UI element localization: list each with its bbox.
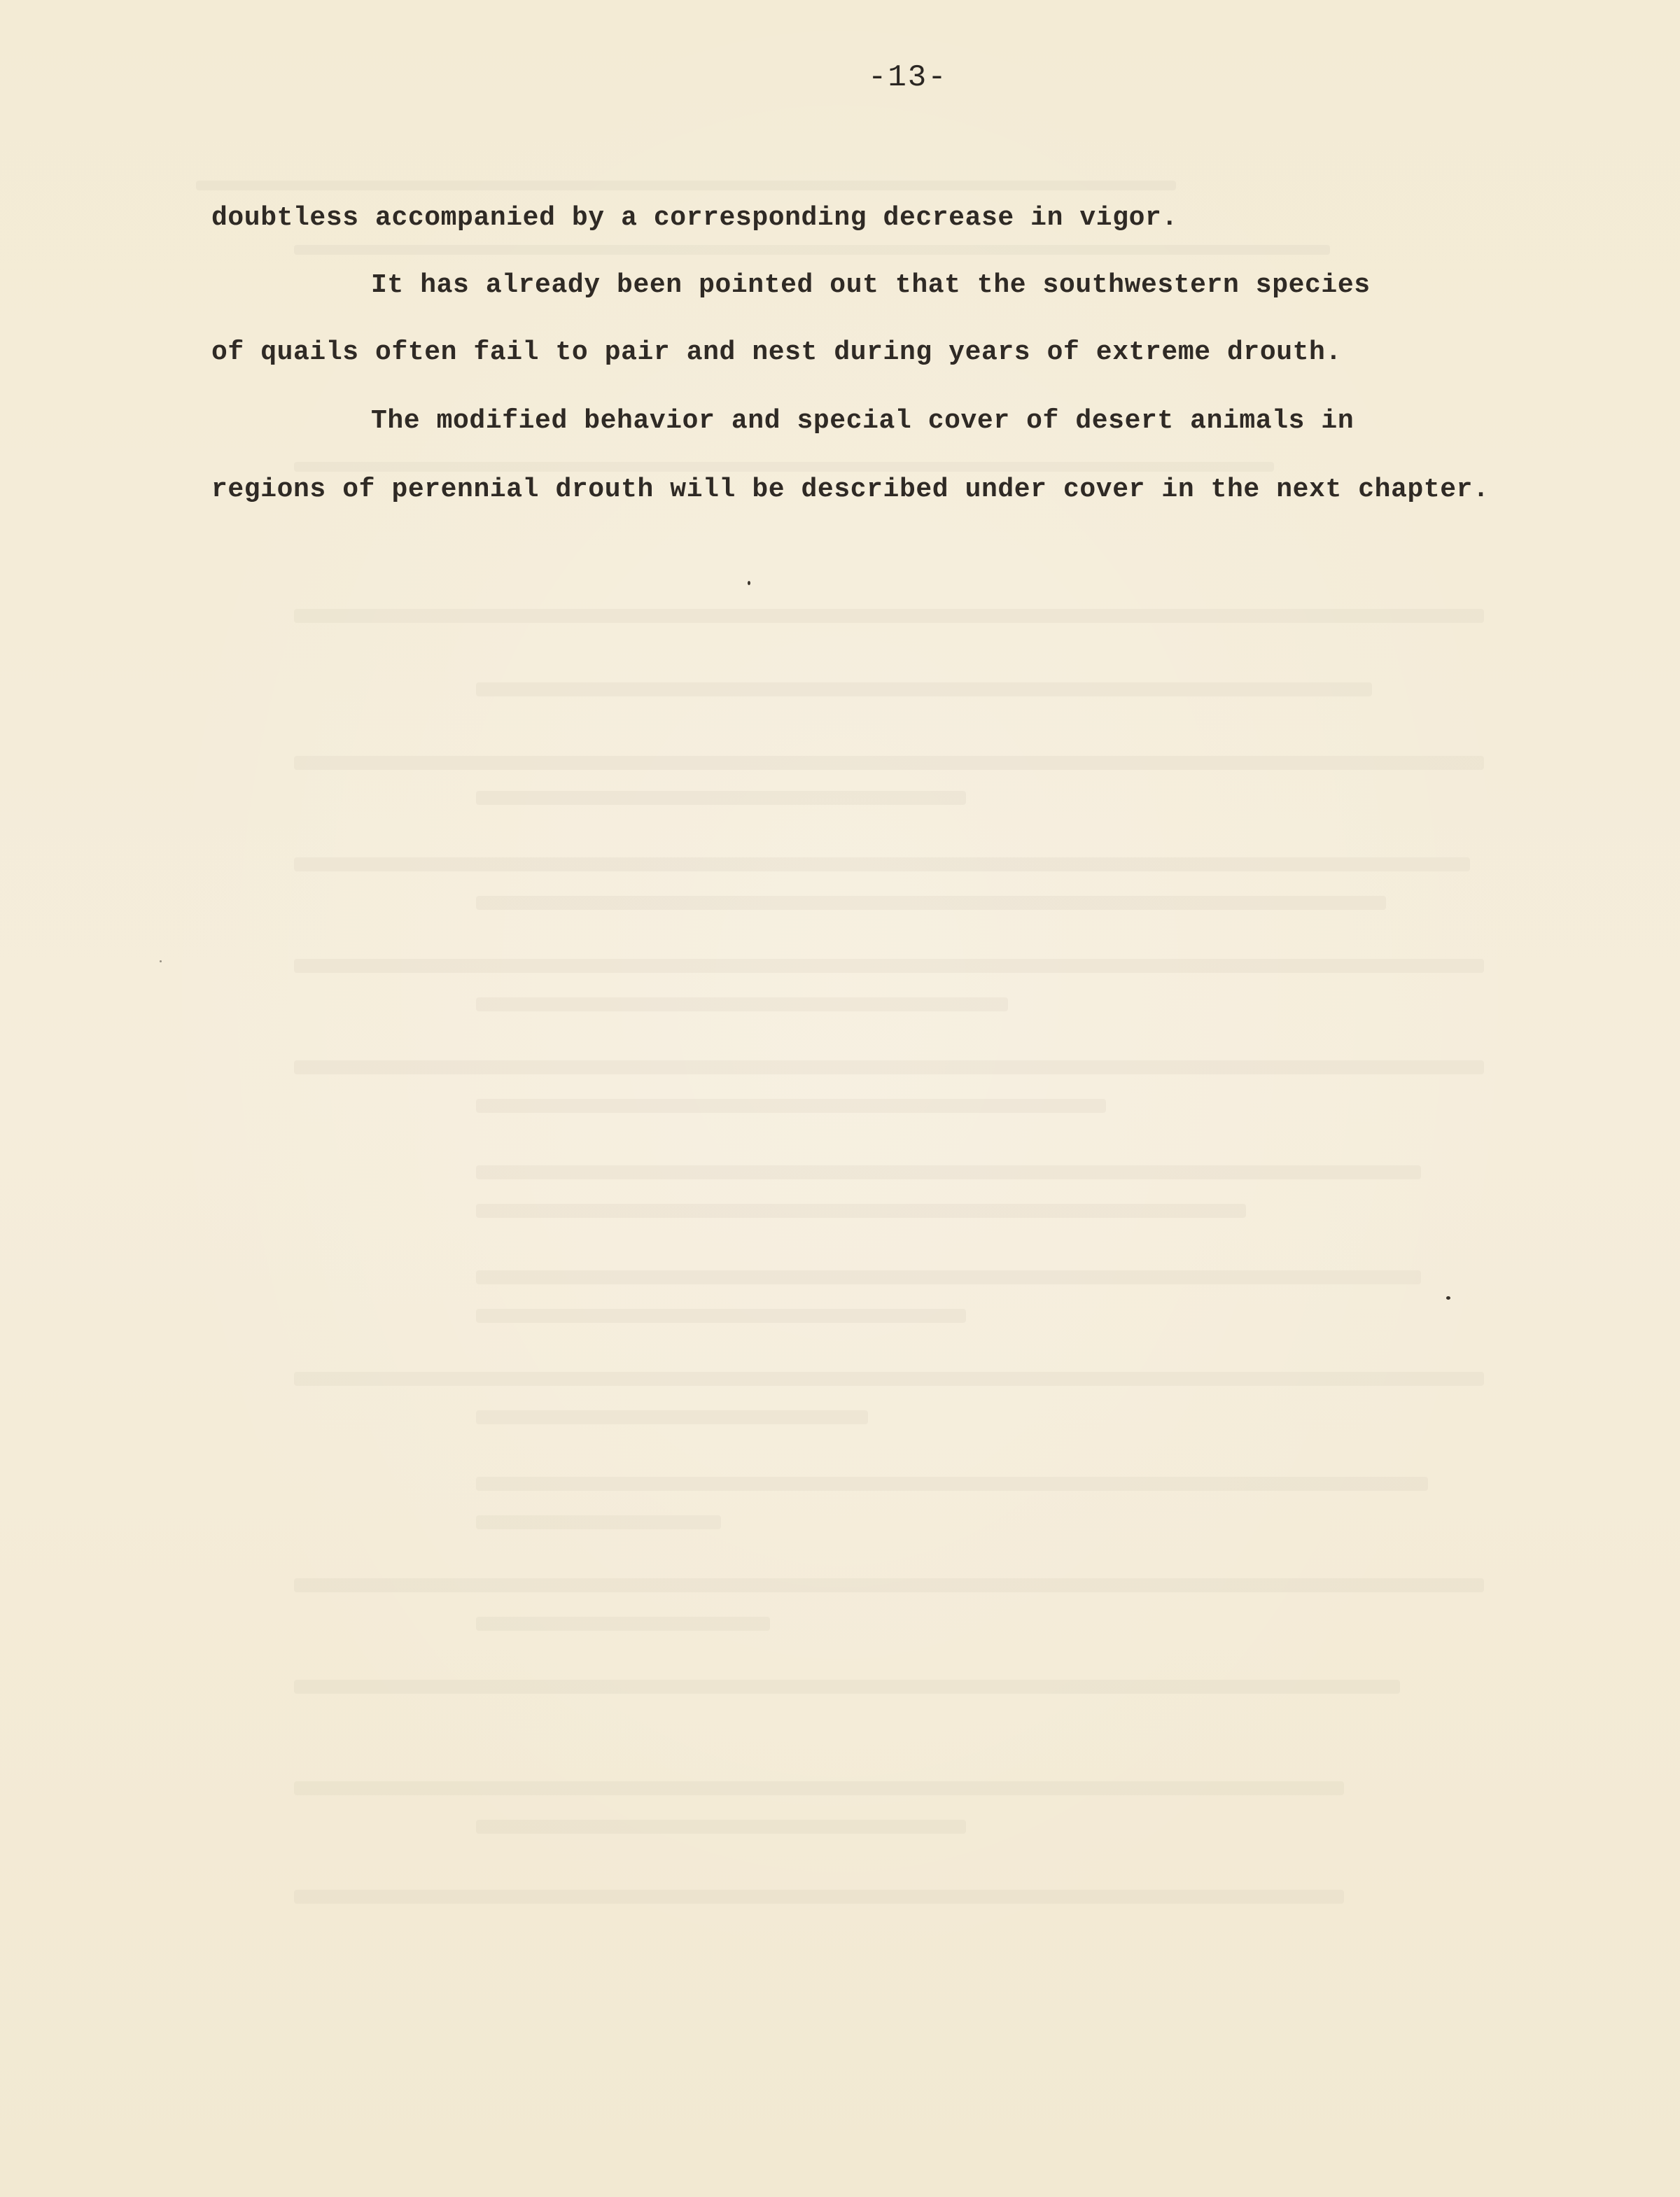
text-line: It has already been pointed out that the southwestern species — [371, 270, 1371, 300]
paper-speck — [1446, 1296, 1450, 1300]
paper-speck — [160, 960, 162, 962]
text-line: of quails often fail to pair and nest during years of extreme drouth. — [211, 337, 1342, 367]
text-line: doubtless accompanied by a corresponding decrease in vigor. — [211, 203, 1178, 233]
text-line: The modified behavior and special cover of desert animals in — [371, 406, 1354, 436]
text-line: regions of perennial drouth will be described under cover in the next chapter. — [211, 475, 1490, 505]
page-number: -13- — [868, 60, 948, 95]
paper-speck — [748, 581, 750, 585]
